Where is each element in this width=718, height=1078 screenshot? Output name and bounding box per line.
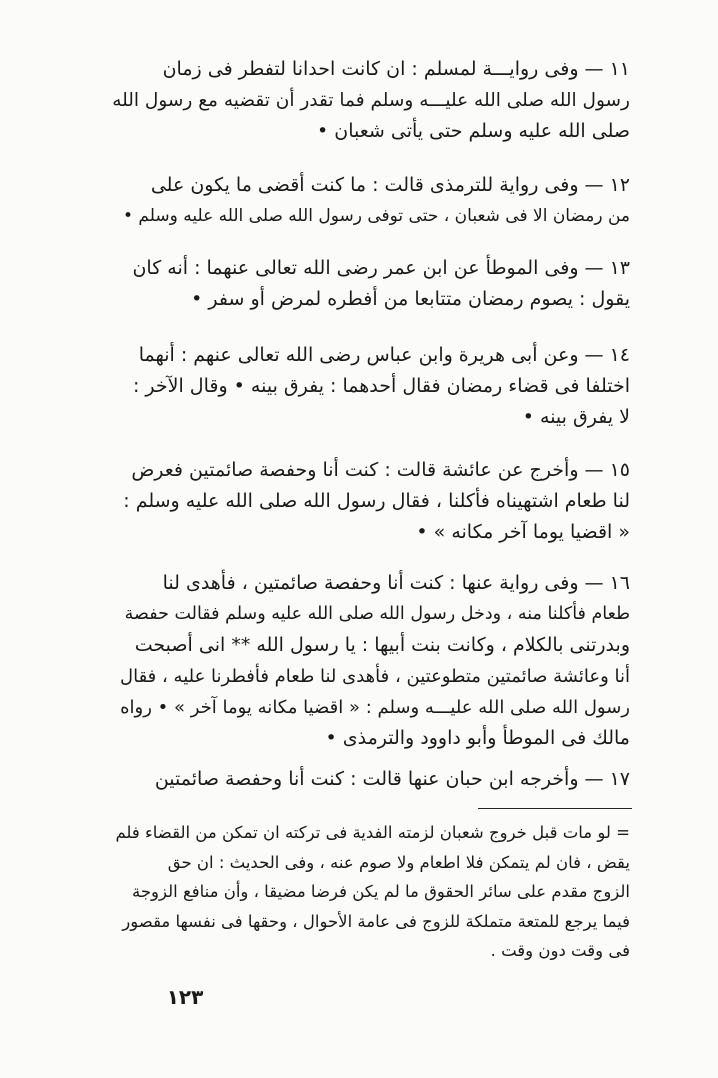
footnote-line: فيما يرجع للمتعة متملكة للزوج فى عامة الأحوال ، وحقها فى نفسها مقصور: [122, 911, 630, 931]
text-line: ١٢ — وفى رواية للترمذى قالت : ما كنت أقضى ما يكون على: [150, 174, 630, 196]
text-line: ١٣ — وفى الموطأ عن ابن عمر رضى الله تعالى عنهما : أنه كان: [132, 257, 630, 279]
paragraph-17: [112, 764, 630, 795]
text-line: رسول الله صلى الله عليـــه وسلم فما تقدر أن تقضيه مع رسول الله: [112, 90, 630, 111]
text-line: يقول : يصوم رمضان متتابعا من أفطره لمرض أو سفر •: [191, 288, 630, 310]
footnote-line: الزوج مقدم على سائر الحقوق ما لم يكن فرضا مضيقا ، وأن منافع الزوجة: [131, 882, 630, 901]
footnote-line: فى وقت دون وقت .: [490, 941, 630, 960]
text-line: ١٧ — وأخرجه ابن حبان عنها قالت : كنت أنا وحفصة صائمتين: [154, 768, 630, 790]
text-line: مالك فى الموطأ وأبو داوود والترمذى •: [325, 727, 630, 749]
text-line: رسول الله صلى الله عليـــه وسلم : « اقضيا مكانه يوما آخر » • رواه: [120, 697, 630, 718]
text-line: « اقضيا يوما آخر مكانه » •: [416, 521, 630, 543]
footnote-line: يقض ، فان لم يتمكن فلا اطعام ولا صوم عنه ، وفى الحديث : ان حق: [167, 852, 630, 872]
paragraph-12: [112, 170, 630, 232]
text-line: اختلفا فى قضاء رمضان فقال أحدهما : يفرق بينه • وقال الآخر :: [132, 375, 630, 397]
page-number: ١٢٣: [166, 985, 204, 1009]
paragraph-11: [112, 54, 630, 147]
footnote-separator: [478, 808, 632, 809]
text-line: ١٤ — وعن أبى هريرة وابن عباس رضى الله تعالى عنهم : أنهما: [138, 344, 630, 366]
text-line: أنا وعائشة صائمتين متطوعتين ، فأهدى لنا طعام فأفطرنا عليه ، فقال: [120, 666, 630, 687]
paragraph-15: [112, 455, 630, 548]
paragraph-13: [112, 253, 630, 315]
text-line: ١١ — وفى روايـــة لمسلم : ان كانت احدانا لتفطر فى زمان: [162, 58, 630, 80]
text-line: طعام فأكلنا منه ، ودخل رسول الله صلى الله عليه وسلم فقالت حفصة: [124, 604, 630, 624]
text-line: وبدرتنى بالكلام ، وكانت بنت أبيها : يا رسول الله ** انى أصبحت: [134, 634, 630, 656]
text-line: لنا طعام اشتهيناه فأكلنا ، فقال رسول الله صلى الله عليه وسلم :: [123, 490, 630, 512]
paragraph-16: [112, 568, 630, 754]
text-line: ١٥ — وأخرج عن عائشة قالت : كنت أنا وحفصة صائمتين فعرض: [131, 459, 630, 481]
text-line: من رمضان الا فى شعبان ، حتى توفى رسول الله صلى الله عليه وسلم •: [122, 206, 630, 226]
footnote-line: = لو مات قبل خروج شعبان لزمته الفدية فى تركته ان تمكن من القضاء فلم: [115, 823, 630, 842]
text-line: لا يفرق بينه •: [522, 406, 630, 428]
paragraph-14: [112, 340, 630, 433]
text-line: صلى الله عليه وسلم حتى يأتى شعبان •: [317, 120, 630, 142]
footnote: [112, 818, 630, 966]
text-line: ١٦ — وفى رواية عنها : كنت أنا وحفصة صائمتين ، فأهدى لنا: [162, 572, 630, 594]
